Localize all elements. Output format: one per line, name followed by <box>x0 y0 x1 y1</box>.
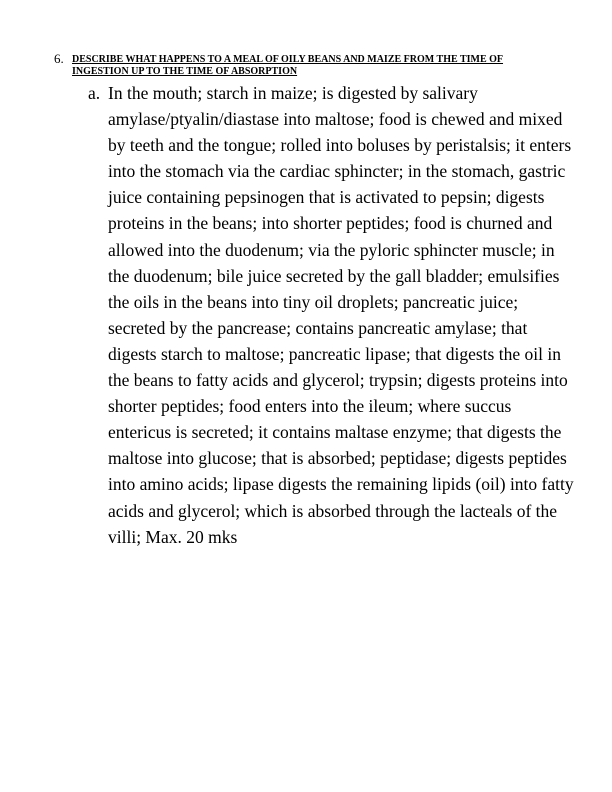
answer-text: In the mouth; starch in maize; is digested by salivary amylase/ptyalin/diastase into maltose; food is chewed and mixed by teeth and the tongue; rolled into boluses by peristalsis; it enters into the stomach via the cardiac sphincter; in the stomach, gastric juice containing pepsinogen that is activated to pepsin; digests proteins in the beans; into shorter peptides; food is churned and allowed into the duodenum; via the pyloric sphincter muscle; in the duodenum; bile juice secreted by the gall bladder; emulsifies the oils in the beans into tiny oil droplets; pancreatic juice; secreted by the pancrease; contains pancreatic amylase; that digests starch to maltose; pancreatic lipase; that digests the oil in the beans to fatty acids and glycerol; trypsin; digests proteins into shorter peptides; food enters into the ileum; where succus entericus is secreted; it contains maltase enzyme; that digests the maltose into glucose; that is absorbed; peptidase; digests peptides into amino acids; lipase digests the remaining lipids (oil) into fatty acids and glycerol; which is absorbed through the lacteals of the villi; Max. 20 mks <box>108 83 574 547</box>
question-number: 6. <box>54 51 64 66</box>
answer-label: a. <box>88 83 101 103</box>
question-title: DESCRIBE WHAT HAPPENS TO A MEAL OF OILY BEANS AND MAIZE FROM THE TIME OF INGESTION UP TO THE TIME OF ABSORPTION <box>72 54 504 77</box>
